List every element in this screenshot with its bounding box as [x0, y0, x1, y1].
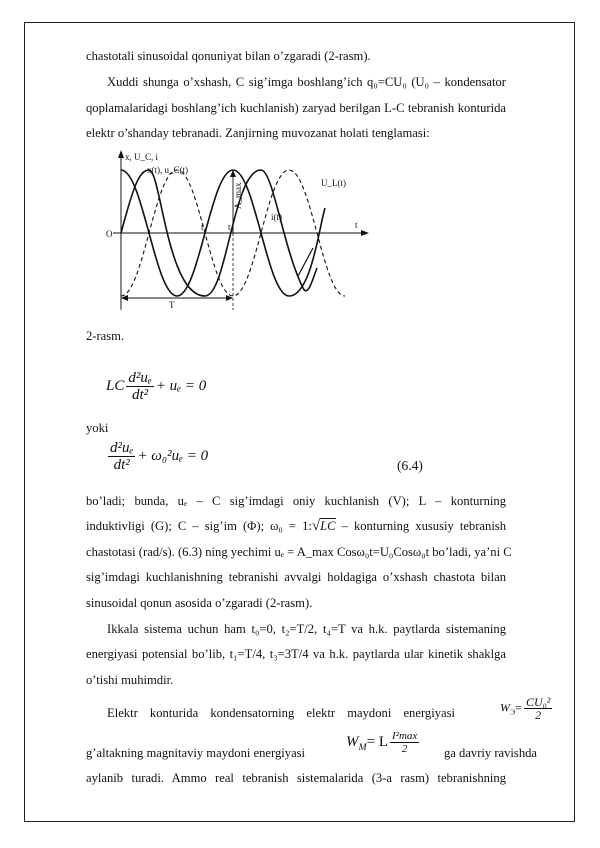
wm-num: I²max [392, 730, 418, 742]
y-axis-arrow [118, 150, 124, 158]
wm-lhs: W [346, 733, 359, 750]
eq2-num: d²uₑ [110, 440, 134, 456]
eq2-rest: + ω₀²uₑ = 0 [137, 447, 209, 464]
eq2-fraction [108, 440, 135, 473]
we-sub: Э [510, 707, 516, 717]
y-axis-label: x, U_C, i [125, 152, 159, 162]
text-line: elektr o’shanday tebranadi. Zanjirning muvozanat holati tenglamasi: [86, 126, 430, 140]
t-axis-arrow [361, 230, 369, 236]
eq1-num: d²uₑ [128, 370, 152, 386]
oscillation-figure [103, 148, 383, 318]
curve-i-tail [298, 248, 313, 276]
text-line [86, 518, 506, 534]
yoki-text: yoki [86, 421, 109, 435]
text-line: qoplamalaridagi boshlang’ich kuchlanish) zaryad berilgan L-C tebranish konturida [86, 101, 506, 115]
curve3-label: i(t) [271, 212, 282, 222]
text-line: sinusoidal qonun asosida o’zgaradi (2-rasm). [86, 596, 313, 610]
period-label: T [169, 300, 175, 310]
wm-fraction [390, 730, 419, 755]
we-lhs: W [500, 700, 510, 715]
t-axis-label: t [355, 220, 358, 230]
text-segment: induktivligi (G); C – sig’im (Φ); ω₀ = 1: [86, 519, 312, 533]
text-line: Ikkala sistema uchun ham t₀=0, t₂=T/2, t₄=T va h.k. paytlarda sistemaning [107, 622, 506, 636]
we-num: CU₀² [525, 695, 551, 709]
curve2-label: U_L(t) [321, 178, 346, 188]
eq1-den: dt² [131, 387, 149, 403]
eq1-rest: + uₑ = 0 [155, 377, 207, 394]
we-den: 2 [535, 708, 542, 722]
wm-formula [346, 730, 421, 755]
wm-sub: M [358, 741, 367, 753]
t1-label: t₁ [201, 222, 207, 232]
curve1-label: x(t), u_C(t) [147, 165, 188, 175]
text-line: energiyasi potensial bo’lib, t₁=T/4, t₃=3T/4 va h.k. paytlarda ular kinetik shaklga [86, 647, 506, 661]
text-segment: – konturning xususiy tebranish [335, 519, 507, 533]
wm-mid: = L [366, 733, 388, 750]
text-line: ga davriy ravishda [444, 746, 538, 760]
text-line: o’tishi muhimdir. [86, 673, 174, 687]
text-line: Elektr konturida kondensatorning elektr maydoni energiyasi [107, 706, 455, 720]
equation-number: (6.4) [397, 458, 423, 473]
equation-2 [106, 440, 208, 473]
origin-label: O [106, 229, 113, 239]
equation-1 [106, 370, 206, 403]
amax-label: A_max [233, 182, 243, 209]
figure-caption: 2-rasm. [86, 329, 125, 343]
text-line: g’altakning magnitaviy maydoni energiyasi [86, 746, 306, 760]
text-line: chastotasi (rad/s). (6.3) ning yechimi uₑ = A_max Cosω₀t=U₀Cosω₀t bo’ladi, ya’ni C [86, 545, 512, 559]
text-line: sig’imdagi kuchlanishning tebranishi avvalgi holdagiga o’xshash chastota bilan [86, 570, 506, 584]
text-line: chastotali sinusoidal qonuniyat bilan o’zgaradi (2-rasm). [86, 49, 371, 63]
text-line: aylanib turadi. Ammo real tebranish sistemalarida (3-a rasm) tebranishning [86, 771, 506, 785]
sqrt-arg: LC [320, 519, 336, 533]
eq1-fraction [126, 370, 153, 403]
we-formula: $W_Э=$ $\frac{\text{CU₀²}}{2}$ [500, 695, 551, 722]
text-line: bo’ladi; bunda, uₑ – C sig’imdagi oniy kuchlanish (V); L – konturning [86, 494, 506, 508]
eq1-lc: LC [106, 377, 125, 394]
wm-den: 2 [401, 743, 408, 755]
we-fraction [524, 696, 552, 721]
sqrt-symbol: √ [311, 518, 321, 534]
text-line: Xuddi shunga o’xshash, C sig’imga boshlang’ich q₀=CU₀ (U₀ – kondensator [107, 75, 506, 89]
eq2-den: dt² [113, 457, 130, 473]
t4-label: t₄ [228, 222, 234, 232]
